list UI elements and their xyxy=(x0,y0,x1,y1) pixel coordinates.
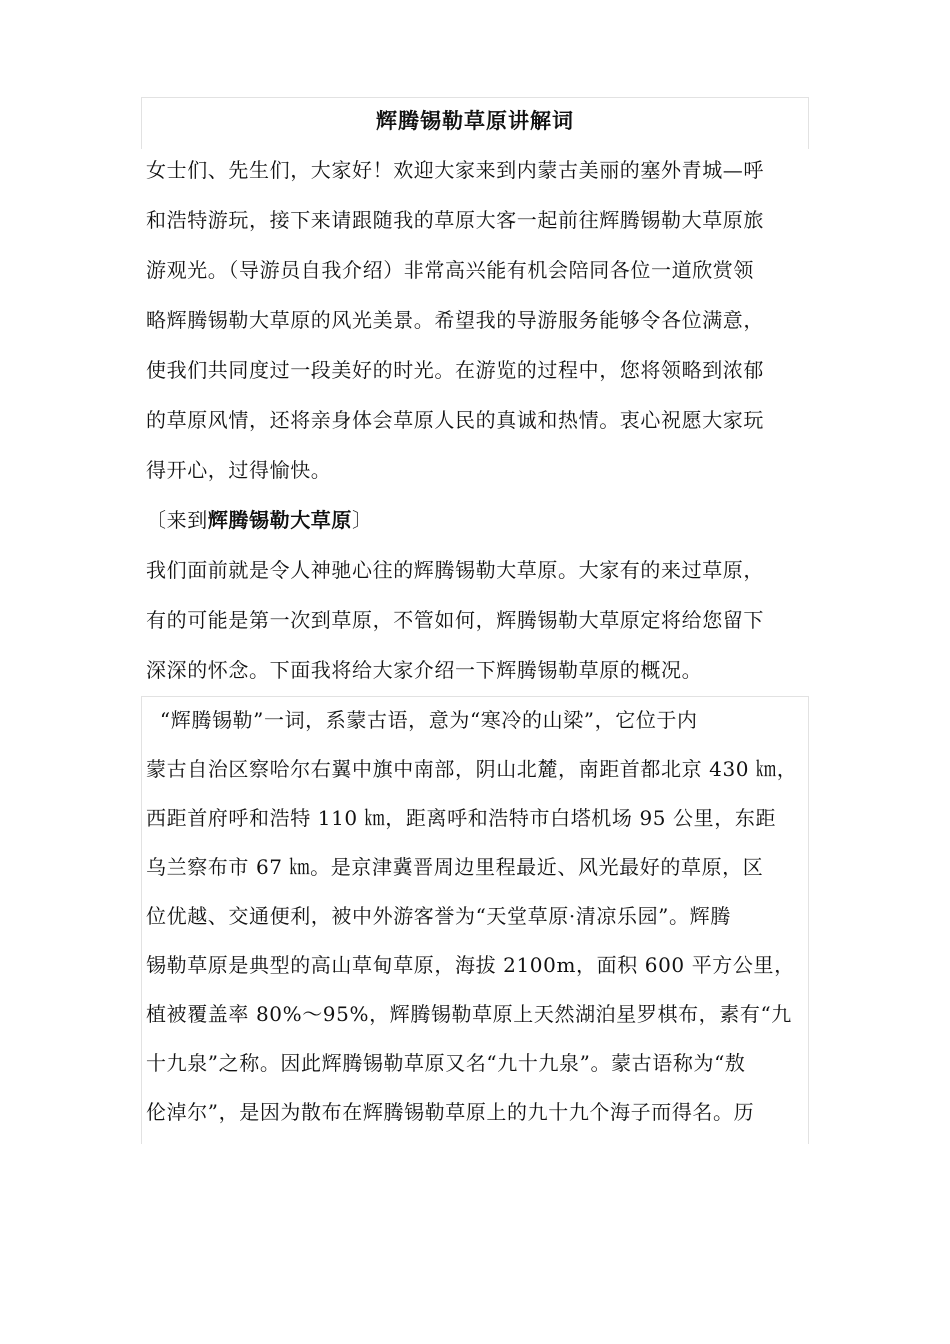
detail-frame-right xyxy=(808,696,809,1144)
intro-line: 使我们共同度过一段美好的时光。在游览的过程中，您将领略到浓郁 xyxy=(146,358,764,382)
title-frame-top xyxy=(141,97,809,98)
intro-line: 的草原风情，还将亲身体会草原人民的真诚和热情。衷心祝愿大家玩 xyxy=(146,408,764,432)
arrival-place: 辉腾锡勒大草原 xyxy=(207,508,353,532)
intro-line: 游观光。（导游员自我介绍）非常高兴能有机会陪同各位一道欣赏领 xyxy=(146,258,754,282)
detail-line: 伦淖尔”，是因为散布在辉腾锡勒草原上的九十九个海子而得名。历 xyxy=(146,1100,755,1124)
overview-line: 深深的怀念。下面我将给大家介绍一下辉腾锡勒草原的概况。 xyxy=(146,658,703,682)
intro-line: 得开心，过得愉快。 xyxy=(146,458,332,482)
intro-line: 和浩特游玩，接下来请跟随我的草原大客一起前往辉腾锡勒大草原旅 xyxy=(146,208,764,232)
detail-line: 植被覆盖率 80%～95%，辉腾锡勒草原上天然湖泊星罗棋布，素有“九 xyxy=(146,1002,792,1026)
detail-line: 蒙古自治区察哈尔右翼中旗中南部，阴山北麓，南距首都北京 430 ㎞， xyxy=(146,757,798,781)
arrival-suffix: 〕 xyxy=(352,508,373,532)
detail-line: “辉腾锡勒”一词，系蒙古语，意为“寒冷的山梁”，它位于内 xyxy=(146,708,698,732)
document-title: 辉腾锡勒草原讲解词 xyxy=(376,108,574,133)
detail-frame-top xyxy=(141,696,809,697)
title-frame-right xyxy=(808,97,809,149)
detail-line: 十九泉”之称。因此辉腾锡勒草原又名“九十九泉”。蒙古语称为“敖 xyxy=(146,1051,746,1075)
intro-line: 女士们、先生们，大家好！欢迎大家来到内蒙古美丽的塞外青城—呼 xyxy=(146,158,764,182)
arrival-prefix: 〔来到 xyxy=(146,508,208,532)
detail-line: 锡勒草原是典型的高山草甸草原，海拔 2100m，面积 600 平方公里， xyxy=(146,953,795,977)
intro-line: 略辉腾锡勒大草原的风光美景。希望我的导游服务能够令各位满意， xyxy=(146,308,764,332)
arrival-heading xyxy=(146,503,373,537)
overview-line: 有的可能是第一次到草原，不管如何，辉腾锡勒大草原定将给您留下 xyxy=(146,608,764,632)
detail-frame-left xyxy=(141,696,142,1144)
overview-line: 我们面前就是令人神驰心往的辉腾锡勒大草原。大家有的来过草原， xyxy=(146,558,764,582)
detail-line: 乌兰察布市 67 ㎞。是京津冀晋周边里程最近、风光最好的草原，区 xyxy=(146,855,764,879)
detail-line: 位优越、交通便利，被中外游客誉为“天堂草原·清凉乐园”。辉腾 xyxy=(146,904,731,928)
detail-line: 西距首府呼和浩特 110 ㎞，距离呼和浩特市白塔机场 95 公里，东距 xyxy=(146,806,777,830)
